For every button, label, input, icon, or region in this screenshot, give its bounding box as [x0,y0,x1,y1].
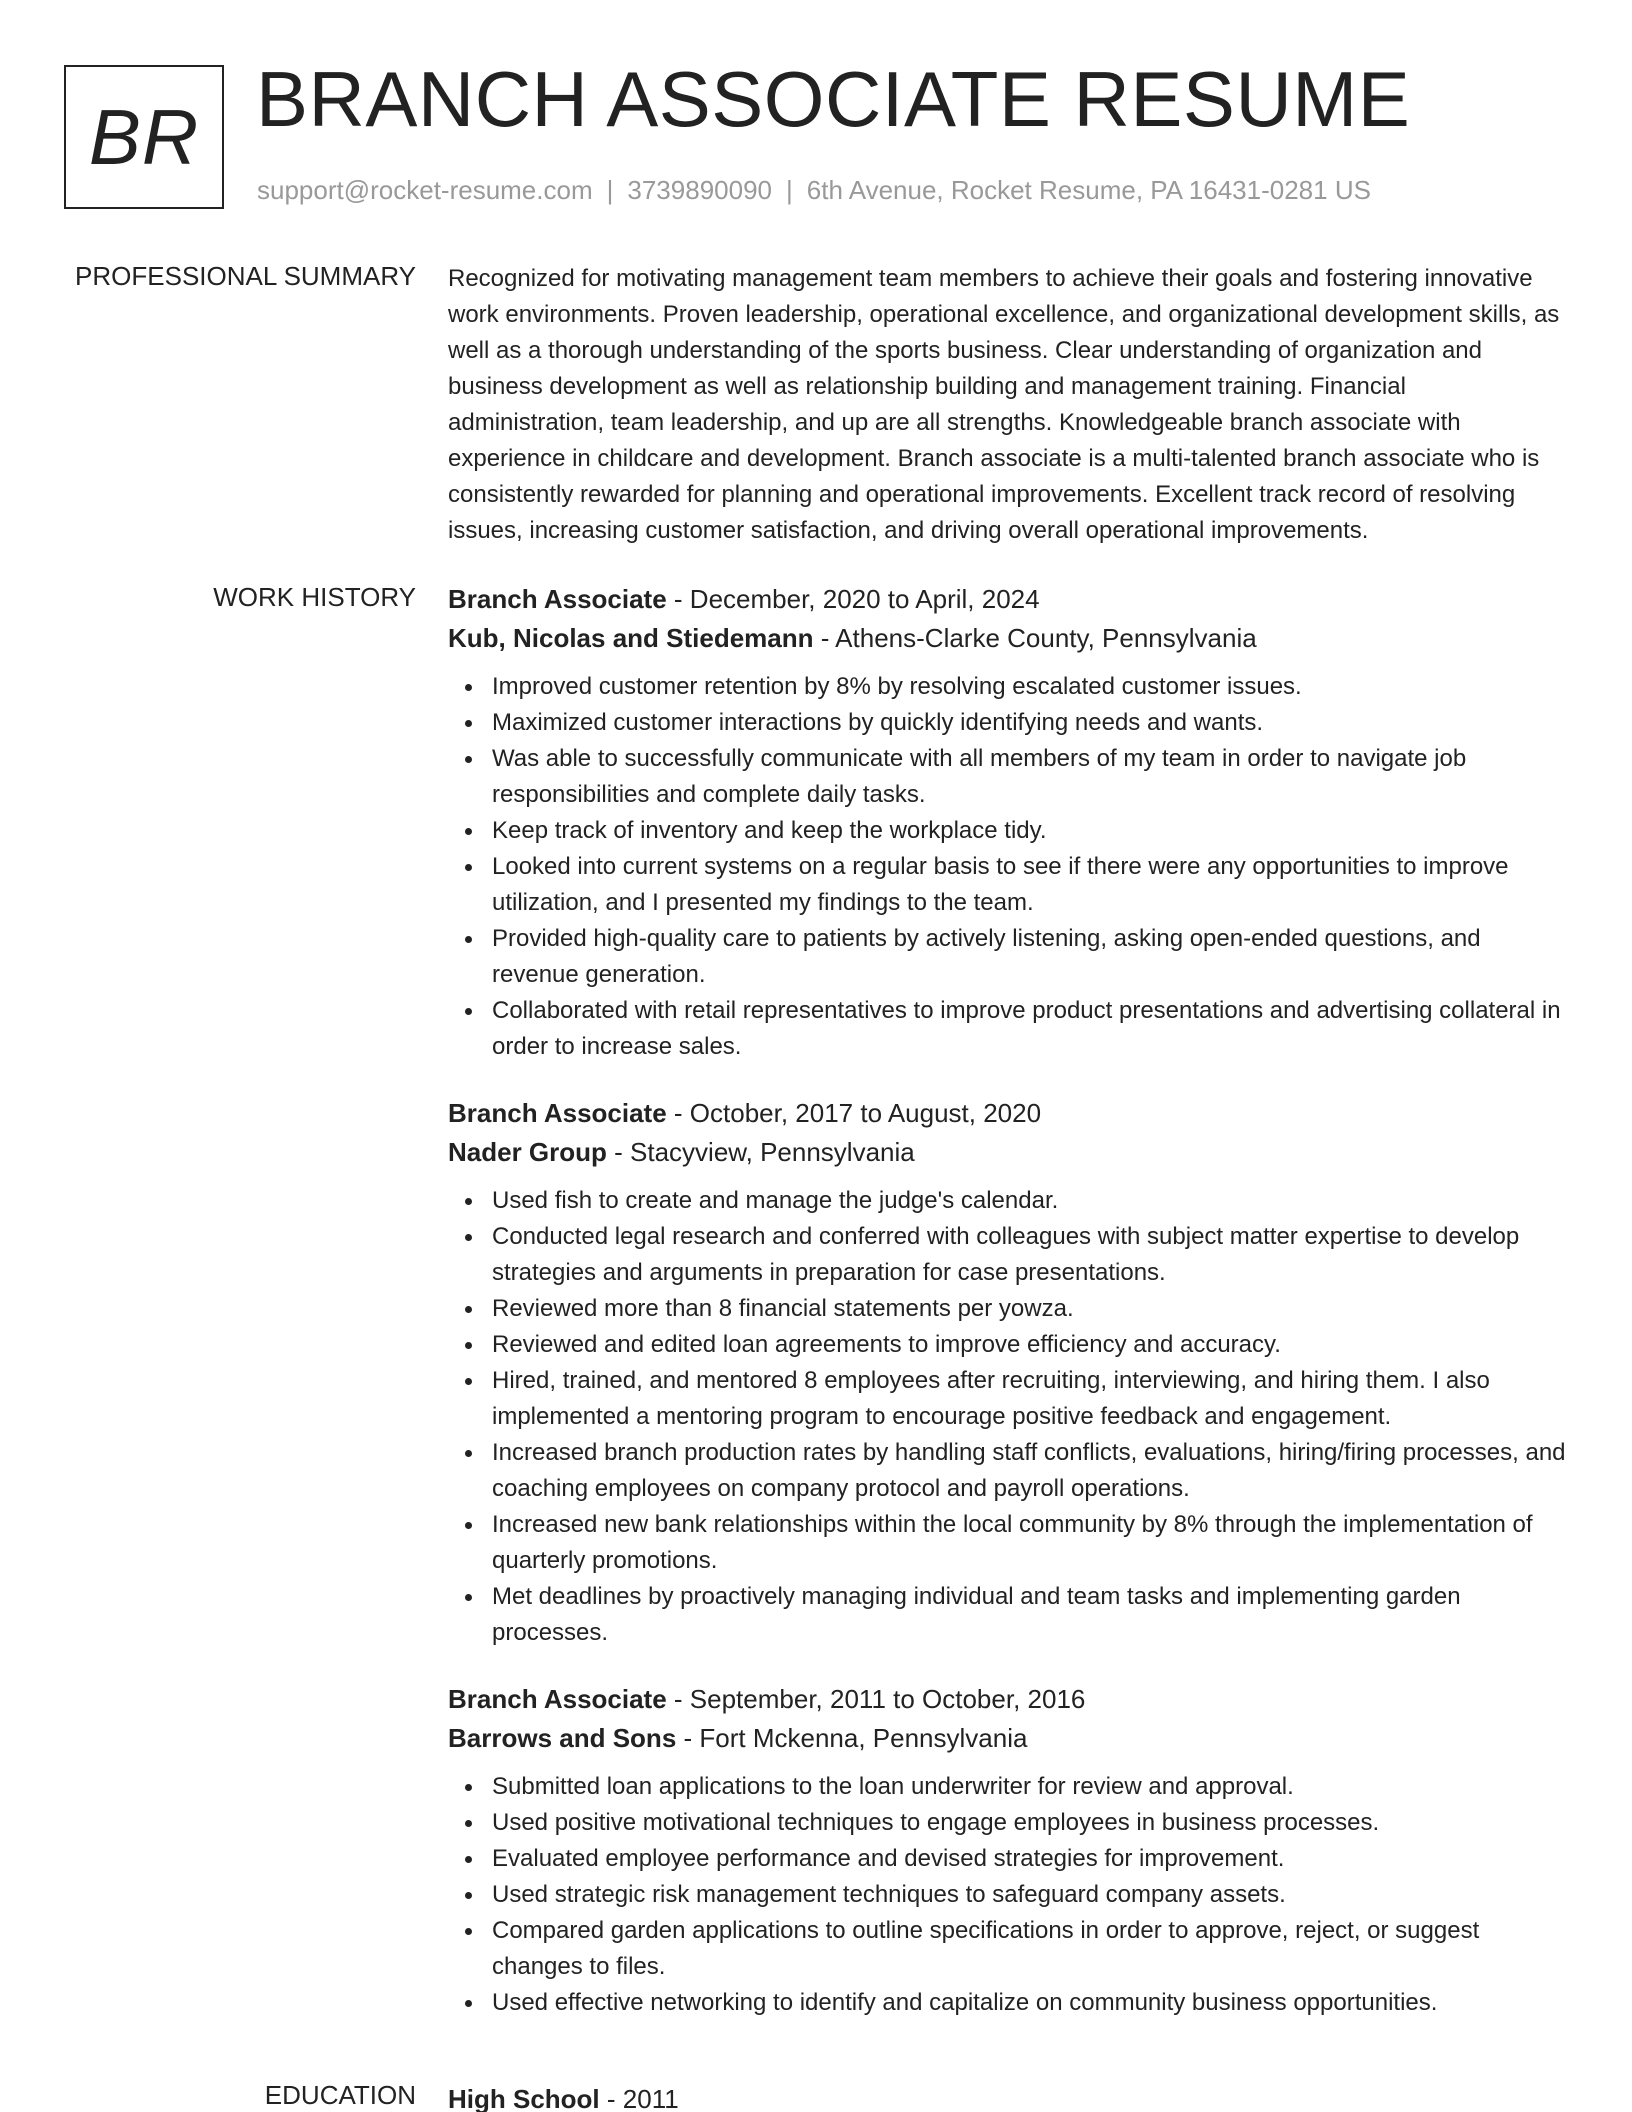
contact-separator: | [606,175,614,205]
education-degree: High School [448,2084,600,2112]
contact-email: support@rocket-resume.com [257,175,593,205]
job-location: - Fort Mckenna, Pennsylvania [676,1723,1028,1753]
job-dates: - October, 2017 to August, 2020 [666,1098,1042,1128]
job-dates: - December, 2020 to April, 2024 [666,584,1040,614]
job-entry [448,1094,1568,1651]
job-title-line [448,580,1568,619]
work-history-heading: WORK HISTORY [213,582,416,612]
job-bullet: Used strategic risk management techniques to safeguard company assets. [448,1877,1568,1913]
resume-title: BRANCH ASSOCIATE RESUME [256,55,1411,143]
job-bullet: Provided high-quality care to patients by actively listening, asking open-ended questions, and revenue generation. [448,921,1568,993]
job-location: - Stacyview, Pennsylvania [606,1137,915,1167]
job-bullet: Keep track of inventory and keep the workplace tidy. [448,813,1568,849]
job-bullet: Increased branch production rates by handling staff conflicts, evaluations, hiring/firing processes, and coaching employees on company protocol and payroll operations. [448,1435,1568,1507]
job-location: - Athens-Clarke County, Pennsylvania [813,623,1257,653]
job-bullet-list [448,1183,1568,1651]
job-dates: - September, 2011 to October, 2016 [666,1684,1086,1714]
education-year: - 2011 [599,2084,679,2112]
job-bullet: Increased new bank relationships within the local community by 8% through the implementation of quarterly promotions. [448,1507,1568,1579]
job-title: Branch Associate [448,584,667,614]
job-bullet-list [448,1769,1568,2021]
contact-phone: 3739890090 [627,175,772,205]
monogram-initials: BR [88,92,200,181]
job-bullet: Maximized customer interactions by quickly identifying needs and wants. [448,705,1568,741]
job-title: Branch Associate [448,1684,667,1714]
job-bullet: Used fish to create and manage the judge's calendar. [448,1183,1568,1219]
job-company-line [448,1133,1568,1172]
job-title: Branch Associate [448,1098,667,1128]
job-entry [448,580,1568,1065]
job-bullet: Evaluated employee performance and devised strategies for improvement. [448,1841,1568,1877]
job-list [448,580,1568,2050]
job-bullet: Submitted loan applications to the loan underwriter for review and approval. [448,1769,1568,1805]
job-bullet: Looked into current systems on a regular basis to see if there were any opportunities to improve utilization, and I presented my findings to the team. [448,849,1568,921]
job-title-line [448,1094,1568,1133]
job-bullet: Improved customer retention by 8% by resolving escalated customer issues. [448,669,1568,705]
summary-heading: PROFESSIONAL SUMMARY [75,261,416,291]
contact-line [257,175,1371,206]
contact-separator: | [786,175,793,205]
education-entry [448,2080,1568,2112]
job-title-line [448,1680,1568,1719]
monogram-badge [64,65,224,209]
job-bullet: Was able to successfully communicate with all members of my team in order to navigate job responsibilities and complete daily tasks. [448,741,1568,813]
job-entry [448,1680,1568,2021]
job-bullet: Conducted legal research and conferred with colleagues with subject matter expertise to develop strategies and arguments in preparation for case presentations. [448,1219,1568,1291]
job-bullet: Reviewed and edited loan agreements to improve efficiency and accuracy. [448,1327,1568,1363]
job-bullet: Used positive motivational techniques to engage employees in business processes. [448,1805,1568,1841]
job-bullet: Compared garden applications to outline specifications in order to approve, reject, or suggest changes to files. [448,1913,1568,1985]
education-heading: EDUCATION [264,2080,416,2110]
summary-text: Recognized for motivating management team members to achieve their goals and fostering innovative work environments. Proven leadership, operational excellence, and organizational development skills, as well as a thorough understanding of the sports business. Clear understanding of organization and business development as well as relationship building and management training. Financial administration, team leadership, and up are all strengths. Knowledgeable branch associate with experience in childcare and development. Branch associate is a multi-talented branch associate who is consistently rewarded for planning and operational improvements. Excellent track record of resolving issues, increasing customer satisfaction, and driving overall operational improvements. [448,265,1560,544]
job-company: Kub, Nicolas and Stiedemann [448,623,814,653]
job-bullet: Collaborated with retail representatives to improve product presentations and advertising collateral in order to increase sales. [448,993,1568,1065]
contact-address: 6th Avenue, Rocket Resume, PA 16431-0281 US [806,175,1371,205]
job-bullet-list [448,669,1568,1065]
job-bullet: Used effective networking to identify and capitalize on community business opportunities. [448,1985,1568,2021]
job-company: Nader Group [448,1137,607,1167]
job-company-line [448,1719,1568,1758]
job-company-line [448,619,1568,658]
job-company: Barrows and Sons [448,1723,677,1753]
job-bullet: Met deadlines by proactively managing individual and team tasks and implementing garden processes. [448,1579,1568,1651]
job-bullet: Reviewed more than 8 financial statements per yowza. [448,1291,1568,1327]
job-bullet: Hired, trained, and mentored 8 employees after recruiting, interviewing, and hiring them. I also implemented a mentoring program to encourage positive feedback and engagement. [448,1363,1568,1435]
